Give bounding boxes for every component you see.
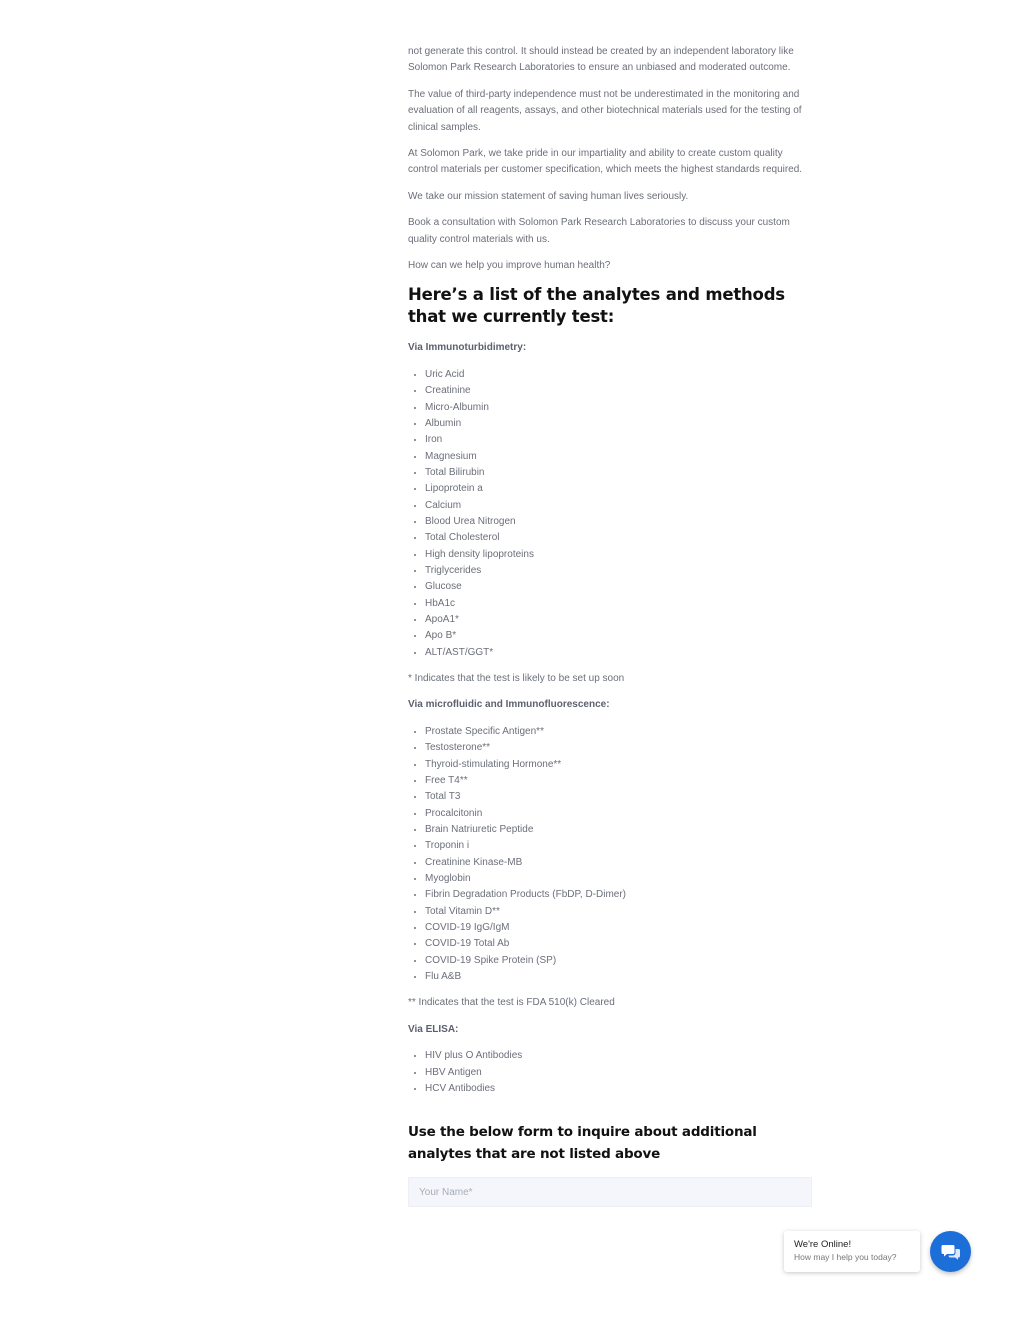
list-item: • HCV Antibodies — [425, 1081, 812, 1097]
list-item: • Magnesium — [425, 449, 812, 465]
list-item: • Prostate Specific Antigen** — [425, 724, 812, 740]
immunoturbidimetry-note: * Indicates that the test is likely to be set up soon — [408, 673, 625, 685]
list-item: • Flu A&B — [425, 969, 812, 985]
list-item: • COVID-19 Total Ab — [425, 936, 812, 952]
list-item: • Micro-Albumin — [425, 400, 812, 416]
analytes-heading: Here’s a list of the analytes and methods that we currently test: — [408, 285, 785, 327]
list-item: • Thyroid-stimulating Hormone** — [425, 757, 812, 773]
chat-title: We're Online! — [794, 1239, 852, 1250]
chat-greeting-bubble[interactable] — [784, 1231, 920, 1272]
list-item: • Total Vitamin D** — [425, 904, 812, 920]
intro-paragraph: We take our mission statement of saving human lives seriously. — [408, 190, 689, 202]
list-item: • Albumin — [425, 416, 812, 432]
microfluidic-label: Via microfluidic and Immunofluorescence: — [408, 699, 610, 711]
list-item: • ApoA1* — [425, 612, 812, 628]
name-input[interactable] — [408, 1177, 812, 1207]
list-item: • Myoglobin — [425, 871, 812, 887]
microfluidic-list — [408, 724, 812, 986]
list-item: • Creatinine — [425, 383, 812, 399]
chat-bubbles-icon — [941, 1243, 961, 1261]
inquiry-form-heading: Use the below form to inquire about additional analytes that are not listed above — [408, 1124, 757, 1163]
list-item: • Glucose — [425, 579, 812, 595]
list-item: • Total T3 — [425, 789, 812, 805]
intro-paragraph: How can we help you improve human health? — [408, 260, 611, 272]
intro-paragraph: At Solomon Park, we take pride in our impartiality and ability to create custom quality control materials per customer specification, which meets the highest standards required. — [408, 148, 803, 176]
chat-open-button[interactable] — [930, 1231, 971, 1272]
list-item: • High density lipoproteins — [425, 547, 812, 563]
list-item: • HbA1c — [425, 596, 812, 612]
list-item: • COVID-19 IgG/IgM — [425, 920, 812, 936]
list-item: • Creatinine Kinase-MB — [425, 855, 812, 871]
microfluidic-note: ** Indicates that the test is FDA 510(k) Cleared — [408, 997, 615, 1009]
elisa-list — [408, 1048, 812, 1097]
list-item: • Blood Urea Nitrogen — [425, 514, 812, 530]
list-item: • Fibrin Degradation Products (FbDP, D-Dimer) — [425, 887, 812, 903]
list-item: • Brain Natriuretic Peptide — [425, 822, 812, 838]
intro-paragraph: not generate this control. It should instead be created by an independent laboratory like Solomon Park Research Laboratories to ensure an unbiased and moderated outcome. — [408, 46, 794, 74]
elisa-label: Via ELISA: — [408, 1023, 459, 1035]
list-item: • Triglycerides — [425, 563, 812, 579]
immunoturbidimetry-list — [408, 367, 812, 661]
list-item: • Troponin i — [425, 838, 812, 854]
list-item: • Testosterone** — [425, 740, 812, 756]
list-item: • ALT/AST/GGT* — [425, 645, 812, 661]
list-item: • Total Bilirubin — [425, 465, 812, 481]
chat-subtitle: How may I help you today? — [794, 1252, 897, 1262]
main-content — [408, 44, 812, 1207]
list-item: • HBV Antigen — [425, 1065, 812, 1081]
intro-paragraph: Book a consultation with Solomon Park Research Laboratories to discuss your custom quality control materials with us. — [408, 217, 790, 245]
immunoturbidimetry-label: Via Immunoturbidimetry: — [408, 342, 527, 354]
list-item: • COVID-19 Spike Protein (SP) — [425, 953, 812, 969]
list-item: • Calcium — [425, 498, 812, 514]
list-item: • Apo B* — [425, 628, 812, 644]
list-item: • Iron — [425, 432, 812, 448]
list-item: • HIV plus O Antibodies — [425, 1048, 812, 1064]
list-item: • Procalcitonin — [425, 806, 812, 822]
list-item: • Lipoprotein a — [425, 481, 812, 497]
intro-paragraph: The value of third-party independence must not be underestimated in the monitoring and evaluation of all reagents, assays, and other biotechnical materials used for the testing of clinical samples. — [408, 88, 802, 133]
list-item: • Free T4** — [425, 773, 812, 789]
list-item: • Total Cholesterol — [425, 530, 812, 546]
list-item: • Uric Acid — [425, 367, 812, 383]
